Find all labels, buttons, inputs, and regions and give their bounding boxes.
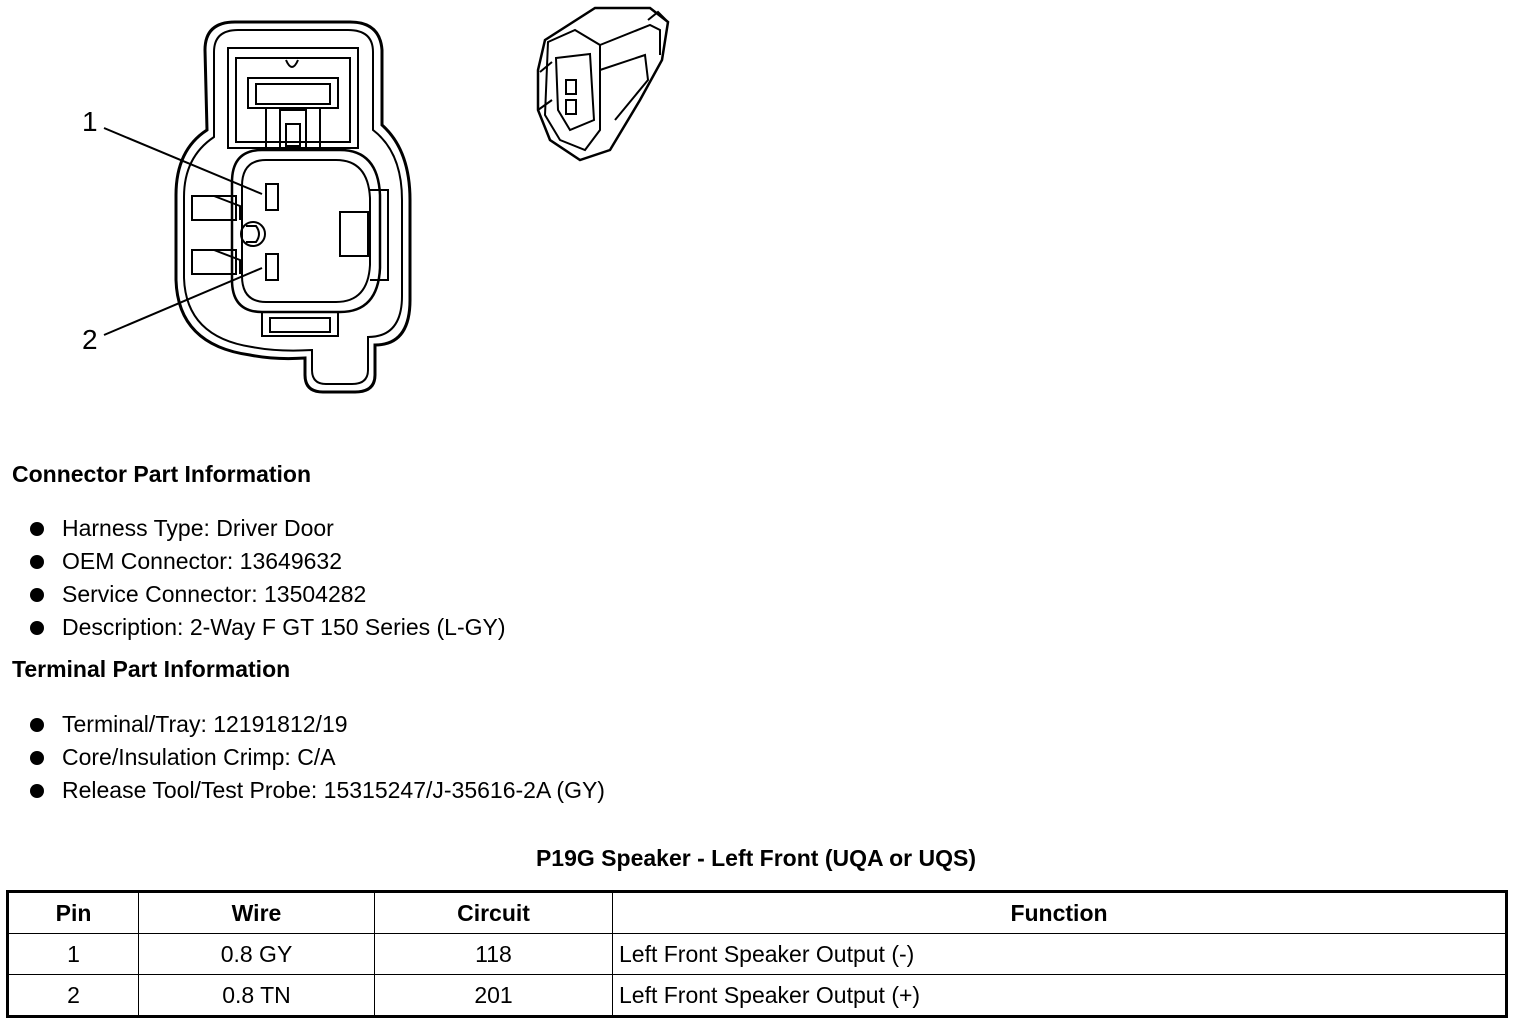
list-item	[28, 708, 605, 741]
list-item	[28, 741, 605, 774]
callout-label-2: 2	[82, 324, 98, 355]
column-header-function: Function	[613, 892, 1507, 934]
cell-function: Left Front Speaker Output (+)	[613, 975, 1507, 1017]
bullet-icon	[30, 555, 44, 569]
callout-label-1: 1	[82, 106, 98, 137]
list-item	[28, 512, 506, 545]
bullet-icon	[30, 751, 44, 765]
cell-pin: 2	[8, 975, 139, 1017]
list-item-text: Core/Insulation Crimp: C/A	[62, 744, 336, 770]
column-header-pin: Pin	[8, 892, 139, 934]
list-item	[28, 578, 506, 611]
bullet-icon	[30, 718, 44, 732]
table-header-row	[8, 892, 1507, 934]
bullet-icon	[30, 621, 44, 635]
list-item	[28, 774, 605, 807]
list-item-text: Service Connector: 13504282	[62, 581, 367, 607]
connector-face-view	[176, 22, 410, 392]
cell-circuit: 118	[375, 934, 613, 975]
list-item-text: Description: 2-Way F GT 150 Series (L-GY)	[62, 614, 506, 640]
terminal-info-heading: Terminal Part Information	[12, 656, 291, 682]
list-item	[28, 611, 506, 644]
cell-wire: 0.8 TN	[139, 975, 375, 1017]
table-row	[8, 975, 1507, 1017]
pinout-table	[6, 890, 1508, 1018]
connector-info-list	[28, 512, 506, 644]
list-item-text: Release Tool/Test Probe: 15315247/J-35616-2A (GY)	[62, 777, 605, 803]
table-title: P19G Speaker - Left Front (UQA or UQS)	[535, 845, 977, 871]
cell-function: Left Front Speaker Output (-)	[613, 934, 1507, 975]
connector-isometric-view	[538, 8, 668, 160]
bullet-icon	[30, 522, 44, 536]
cell-wire: 0.8 GY	[139, 934, 375, 975]
connector-diagram	[0, 0, 700, 420]
table-row	[8, 934, 1507, 975]
connector-info-heading: Connector Part Information	[12, 461, 312, 487]
list-item	[28, 545, 506, 578]
terminal-info-list	[28, 708, 605, 807]
cell-pin: 1	[8, 934, 139, 975]
column-header-wire: Wire	[139, 892, 375, 934]
list-item-text: Harness Type: Driver Door	[62, 515, 334, 541]
list-item-text: OEM Connector: 13649632	[62, 548, 343, 574]
list-item-text: Terminal/Tray: 12191812/19	[62, 711, 348, 737]
bullet-icon	[30, 784, 44, 798]
bullet-icon	[30, 588, 44, 602]
cell-circuit: 201	[375, 975, 613, 1017]
column-header-circuit: Circuit	[375, 892, 613, 934]
